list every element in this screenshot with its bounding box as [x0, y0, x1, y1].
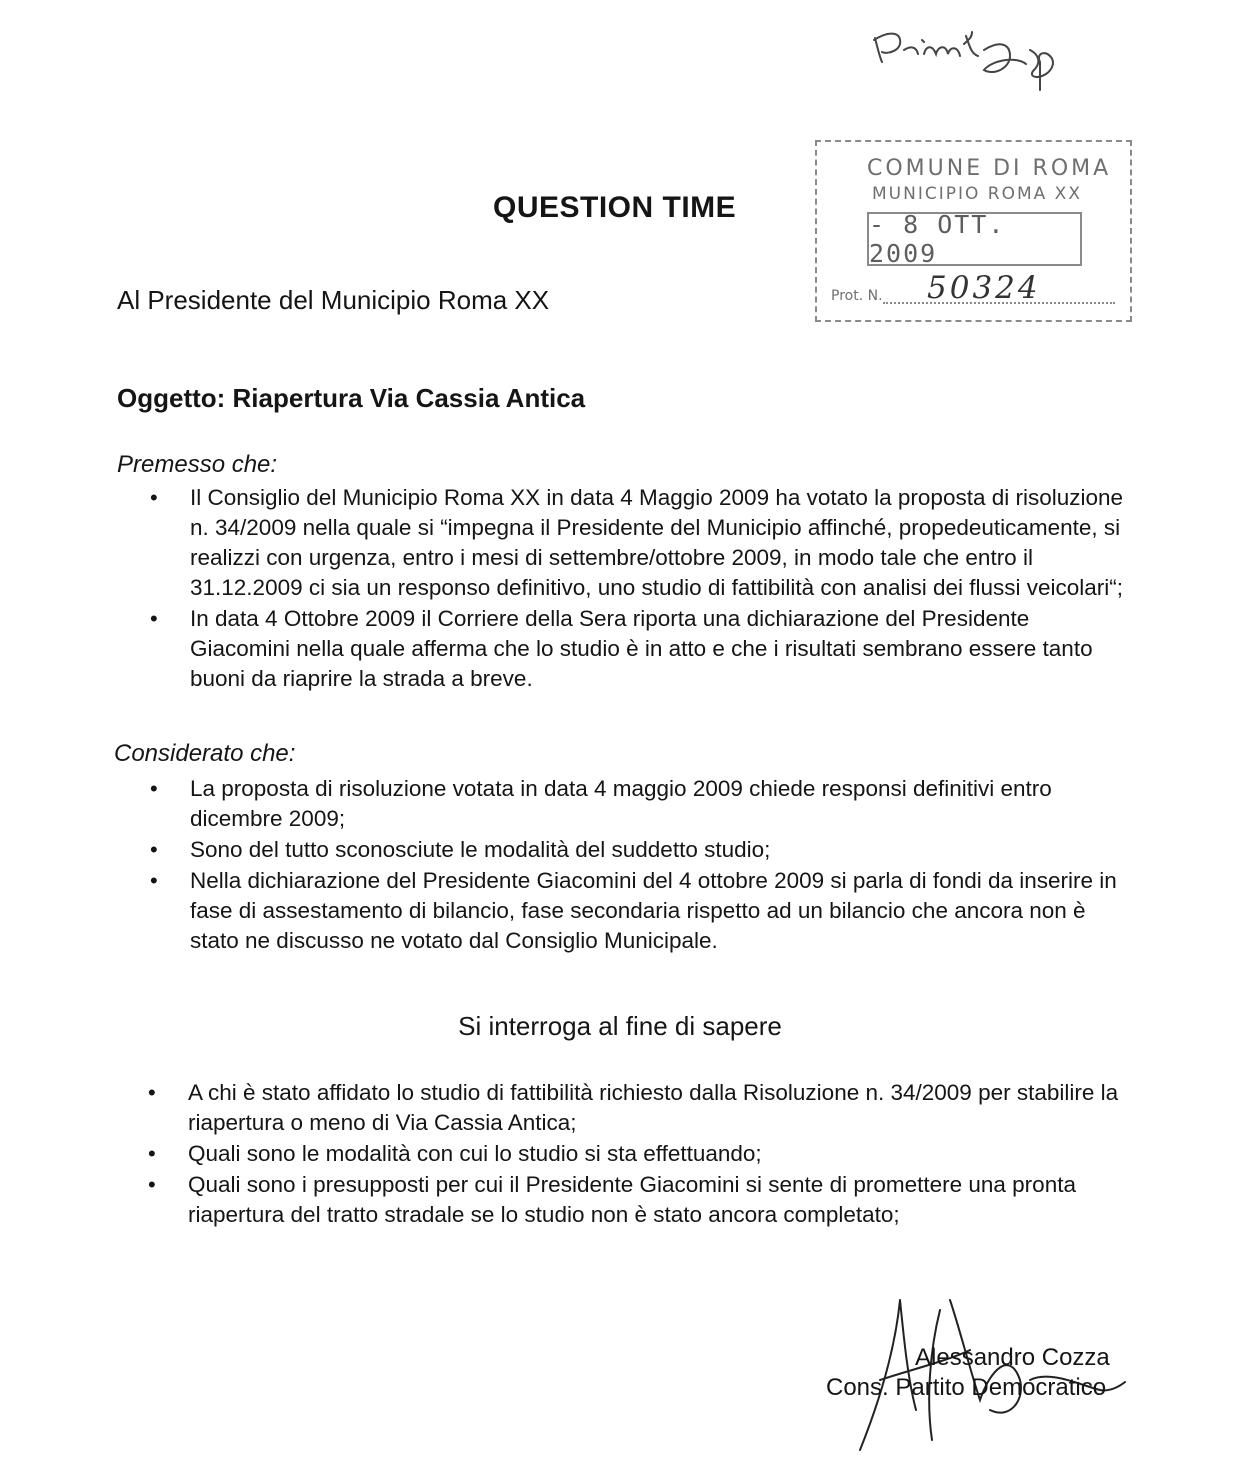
interroga-list [148, 1078, 1123, 1231]
premesso-list [150, 483, 1125, 695]
page-title: QUESTION TIME [493, 191, 737, 224]
handwritten-note [860, 10, 1120, 100]
stamp-municipio: MUNICIPIO ROMA XX [872, 184, 1082, 204]
list-item: • A chi è stato affidato lo studio di fattibilità richiesto dalla Risoluzione n. 34/2009 per stabilire la riapertura o meno di Via Cassia Antica; [148, 1078, 1123, 1138]
premesso-label: Premesso che: [117, 451, 278, 478]
list-item: • Sono del tutto sconosciute le modalità del suddetto studio; [150, 835, 1125, 865]
signatory-role: Cons. Partito Democratico [826, 1374, 1107, 1401]
stamp-date: - 8 OTT. 2009 [867, 212, 1082, 266]
list-item: • Quali sono i presupposti per cui il Presidente Giacomini si sente di promettere una pronta riapertura del tratto stradale se lo studio non è stato ancora completato; [148, 1170, 1123, 1230]
considerato-list [150, 774, 1125, 957]
signature-block [820, 1290, 1140, 1460]
subject-line: Oggetto: Riapertura Via Cassia Antica [117, 383, 586, 413]
stamp-prot-label: Prot. N. [831, 288, 883, 304]
list-item: • Nella dichiarazione del Presidente Giacomini del 4 ottobre 2009 si parla di fondi da inserire in fase di assestamento di bilancio, fase secondaria rispetto ad un bilancio che ancora non è stato ne discusso ne votato dal Consiglio Municipale. [150, 866, 1125, 956]
signatory-name: Alessandro Cozza [915, 1344, 1110, 1371]
considerato-label: Considerato che: [114, 740, 296, 767]
interroga-heading: Si interroga al fine di sapere [458, 1011, 782, 1041]
protocol-stamp [815, 140, 1132, 322]
list-item: • In data 4 Ottobre 2009 il Corriere della Sera riporta una dichiarazione del Presidente Giacomini nella quale afferma che lo studio è in atto e che i risultati sembrano essere tanto buoni da riaprire la strada a breve. [150, 604, 1125, 694]
list-item: • La proposta di risoluzione votata in data 4 maggio 2009 chiede responsi definitivi entro dicembre 2009; [150, 774, 1125, 834]
list-item: • Quali sono le modalità con cui lo studio si sta effettuando; [148, 1139, 1123, 1169]
list-item: • Il Consiglio del Municipio Roma XX in data 4 Maggio 2009 ha votato la proposta di risoluzione n. 34/2009 nella quale si “impegna il Presidente del Municipio affinché, propedeuticamente, si realizzi con urgenza, entro i mesi di settembre/ottobre 2009, in modo tale che entro il 31.12.2009 ci sia un responso definitivo, uno studio di fattibilità con analisi dei flussi veicolari“; [150, 483, 1125, 603]
stamp-prot-number: 50324 [927, 270, 1041, 306]
addressee: Al Presidente del Municipio Roma XX [117, 285, 550, 315]
stamp-comune: COMUNE DI ROMA [867, 156, 1112, 181]
